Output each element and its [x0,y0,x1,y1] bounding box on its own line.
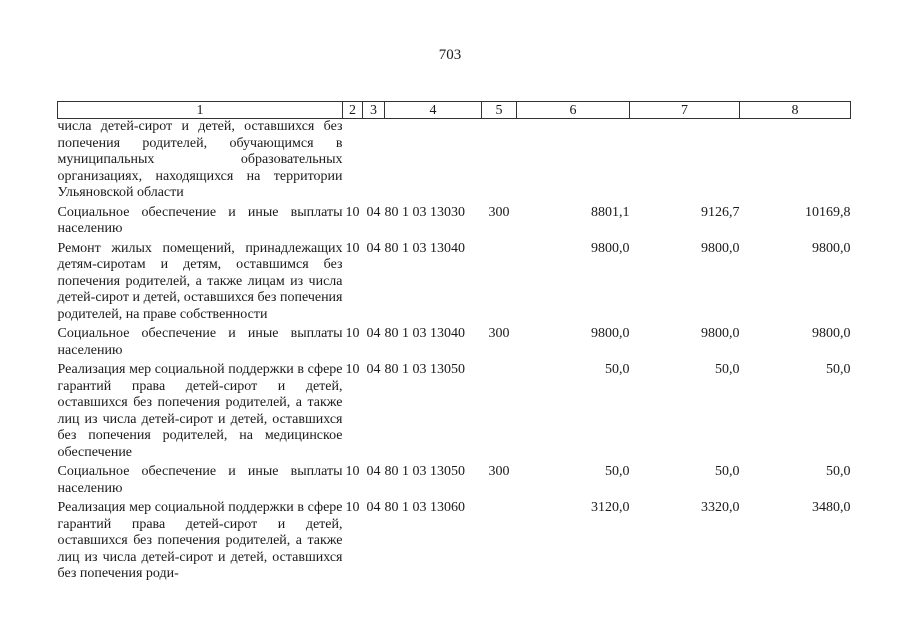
row-description: Реализация мер социальной поддержки в сфере гарантий права детей-сирот и детей, оставшихся без попечения родителей, а также лиц из числа детей-сирот и детей, оставшихся без попечения родителей, на медицинское обеспечение [57,362,343,460]
header-col-5: 5 [482,102,517,119]
row-year-1 [517,119,630,205]
header-row [58,102,851,119]
row-year-2: 9800,0 [701,240,740,256]
row-description: числа детей-сирот и детей, оставшихся без попечения родителей, обучающимся в муниципальных образовательных организациях, находящихся на территории Ульяновской области [57,119,343,200]
row-description: Социальное обеспечение и иные выплаты населению [57,464,343,496]
row-csr: 80 1 03 13040 [384,326,465,341]
row-year-1: 50,0 [605,464,630,479]
header-col-8: 8 [740,102,851,119]
row-year-2 [630,119,740,205]
row-year-1: 50,0 [605,362,630,377]
row-podrazdel: 04 [366,204,381,220]
row-csr: 80 1 03 13060 [384,500,465,515]
row-vr [482,362,517,464]
row-year-2: 9126,7 [701,204,740,220]
table-row [58,119,851,205]
row-csr [385,119,482,205]
table-row [58,326,851,362]
row-csr: 80 1 03 13050 [384,464,465,479]
row-year-2: 50,0 [715,362,740,377]
row-year-1: 9800,0 [591,240,630,256]
row-description: Социальное обеспечение и иные выплаты населению [57,204,343,236]
row-vr [482,241,517,327]
row-year-3: 50,0 [826,362,851,377]
row-vr: 300 [488,204,510,220]
table-row [58,464,851,500]
table-row [58,205,851,241]
row-year-1: 9800,0 [591,326,630,341]
row-description: Социальное обеспечение и иные выплаты населению [57,326,343,358]
header-col-7: 7 [630,102,740,119]
row-razdel: 10 [345,464,360,479]
row-description: Ремонт жилых помещений, принадлежащих детям-сиротам и детям, оставшимся без попечения родителей, а также лицам из числа детей-сирот и детей, оставшихся без попечения родителей, на праве собственности [57,240,343,322]
table-row [58,241,851,327]
header-col-6: 6 [517,102,630,119]
row-year-2: 3320,0 [701,500,740,515]
row-podrazdel: 04 [366,240,381,256]
row-razdel: 10 [345,500,360,515]
row-year-3: 3480,0 [812,500,851,515]
row-razdel: 10 [345,362,360,377]
row-razdel [343,119,363,205]
header-col-1: 1 [58,102,343,119]
page-number: 703 [438,47,462,63]
row-year-3 [740,119,851,205]
header-col-3: 3 [363,102,385,119]
row-vr [482,500,517,583]
header-col-4: 4 [385,102,482,119]
row-razdel: 10 [345,240,360,256]
row-year-3: 10169,8 [805,204,851,220]
table-row [58,500,851,583]
row-year-3: 50,0 [826,464,851,479]
row-vr: 300 [488,464,510,479]
row-razdel: 10 [345,326,360,341]
row-csr: 80 1 03 13050 [384,362,465,377]
row-vr: 300 [488,326,510,341]
row-year-2: 50,0 [715,464,740,479]
row-year-2: 9800,0 [701,326,740,341]
row-year-1: 8801,1 [591,204,630,220]
row-razdel: 10 [345,204,360,220]
row-podrazdel [363,119,385,205]
budget-table [57,101,851,583]
row-year-3: 9800,0 [812,240,851,256]
row-year-3: 9800,0 [812,326,851,341]
row-podrazdel: 04 [366,500,381,515]
row-podrazdel: 04 [366,464,381,479]
row-csr: 80 1 03 13030 [384,204,465,220]
row-year-1: 3120,0 [591,500,630,515]
row-csr: 80 1 03 13040 [384,240,465,256]
row-vr [482,119,517,205]
row-podrazdel: 04 [366,326,381,341]
header-col-2: 2 [343,102,363,119]
table-row [58,362,851,464]
row-description: Реализация мер социальной поддержки в сфере гарантий права детей-сирот и детей, оставшихся без попечения родителей, а также лиц из числа детей-сирот и детей, оставшихся без попечения роди- [57,500,343,581]
row-podrazdel: 04 [366,362,381,377]
